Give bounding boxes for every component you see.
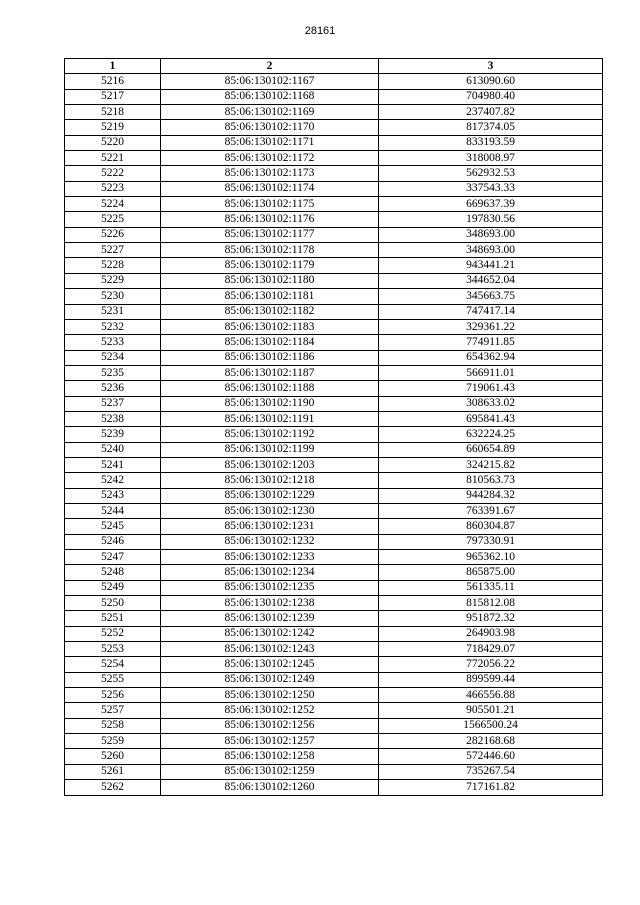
value-cell: 572446.60 xyxy=(379,749,603,764)
row-number-cell: 5262 xyxy=(65,780,161,795)
cadastral-number-cell: 85:06:130102:1259 xyxy=(161,764,379,779)
cadastral-number-cell: 85:06:130102:1218 xyxy=(161,473,379,488)
cadastral-number-cell: 85:06:130102:1176 xyxy=(161,212,379,227)
cadastral-number-cell: 85:06:130102:1203 xyxy=(161,457,379,472)
cadastral-number-cell: 85:06:130102:1168 xyxy=(161,89,379,104)
value-cell: 815812.08 xyxy=(379,596,603,611)
table-header xyxy=(65,59,603,74)
row-number-cell: 5248 xyxy=(65,565,161,580)
value-cell: 613090.60 xyxy=(379,74,603,89)
row-number-cell: 5237 xyxy=(65,396,161,411)
value-cell: 943441.21 xyxy=(379,258,603,273)
value-cell: 345663.75 xyxy=(379,289,603,304)
table-row xyxy=(65,488,603,503)
row-number-cell: 5255 xyxy=(65,672,161,687)
row-number-cell: 5223 xyxy=(65,181,161,196)
value-cell: 324215.82 xyxy=(379,457,603,472)
value-cell: 329361.22 xyxy=(379,319,603,334)
table-row xyxy=(65,335,603,350)
value-cell: 735267.54 xyxy=(379,764,603,779)
row-number-cell: 5251 xyxy=(65,611,161,626)
table-row xyxy=(65,243,603,258)
cadastral-number-cell: 85:06:130102:1242 xyxy=(161,626,379,641)
cadastral-number-cell: 85:06:130102:1232 xyxy=(161,534,379,549)
table-row xyxy=(65,74,603,89)
table-row xyxy=(65,289,603,304)
cadastral-number-cell: 85:06:130102:1184 xyxy=(161,335,379,350)
value-cell: 282168.68 xyxy=(379,734,603,749)
cadastral-number-cell: 85:06:130102:1230 xyxy=(161,503,379,518)
cadastral-number-cell: 85:06:130102:1177 xyxy=(161,227,379,242)
table-row xyxy=(65,534,603,549)
cadastral-number-cell: 85:06:130102:1186 xyxy=(161,350,379,365)
cadastral-number-cell: 85:06:130102:1250 xyxy=(161,688,379,703)
table-row xyxy=(65,151,603,166)
table-row xyxy=(65,703,603,718)
value-cell: 561335.11 xyxy=(379,580,603,595)
table-row xyxy=(65,442,603,457)
cadastral-number-cell: 85:06:130102:1170 xyxy=(161,120,379,135)
row-number-cell: 5232 xyxy=(65,319,161,334)
cadastral-number-cell: 85:06:130102:1231 xyxy=(161,519,379,534)
cadastral-number-cell: 85:06:130102:1258 xyxy=(161,749,379,764)
row-number-cell: 5252 xyxy=(65,626,161,641)
row-number-cell: 5216 xyxy=(65,74,161,89)
cadastral-number-cell: 85:06:130102:1243 xyxy=(161,642,379,657)
row-number-cell: 5238 xyxy=(65,411,161,426)
value-cell: 747417.14 xyxy=(379,304,603,319)
cadastral-number-cell: 85:06:130102:1172 xyxy=(161,151,379,166)
value-cell: 466556.88 xyxy=(379,688,603,703)
value-cell: 348693.00 xyxy=(379,243,603,258)
row-number-cell: 5247 xyxy=(65,550,161,565)
table-row xyxy=(65,227,603,242)
table-row xyxy=(65,381,603,396)
row-number-cell: 5236 xyxy=(65,381,161,396)
row-number-cell: 5225 xyxy=(65,212,161,227)
table-row xyxy=(65,734,603,749)
value-cell: 669637.39 xyxy=(379,197,603,212)
value-cell: 833193.59 xyxy=(379,135,603,150)
table-row xyxy=(65,135,603,150)
value-cell: 763391.67 xyxy=(379,503,603,518)
value-cell: 810563.73 xyxy=(379,473,603,488)
table-row xyxy=(65,89,603,104)
table-row xyxy=(65,319,603,334)
cadastral-number-cell: 85:06:130102:1178 xyxy=(161,243,379,258)
value-cell: 718429.07 xyxy=(379,642,603,657)
row-number-cell: 5220 xyxy=(65,135,161,150)
row-number-cell: 5221 xyxy=(65,151,161,166)
row-number-cell: 5243 xyxy=(65,488,161,503)
cadastral-number-cell: 85:06:130102:1235 xyxy=(161,580,379,595)
row-number-cell: 5253 xyxy=(65,642,161,657)
value-cell: 632224.25 xyxy=(379,427,603,442)
row-number-cell: 5256 xyxy=(65,688,161,703)
cadastral-number-cell: 85:06:130102:1234 xyxy=(161,565,379,580)
row-number-cell: 5239 xyxy=(65,427,161,442)
table-row xyxy=(65,457,603,472)
cadastral-number-cell: 85:06:130102:1190 xyxy=(161,396,379,411)
cadastral-number-cell: 85:06:130102:1252 xyxy=(161,703,379,718)
row-number-cell: 5235 xyxy=(65,365,161,380)
cadastral-number-cell: 85:06:130102:1257 xyxy=(161,734,379,749)
table-row xyxy=(65,626,603,641)
table-row xyxy=(65,580,603,595)
row-number-cell: 5224 xyxy=(65,197,161,212)
table-row xyxy=(65,258,603,273)
table-row xyxy=(65,657,603,672)
row-number-cell: 5230 xyxy=(65,289,161,304)
table-row xyxy=(65,596,603,611)
cadastral-number-cell: 85:06:130102:1245 xyxy=(161,657,379,672)
row-number-cell: 5234 xyxy=(65,350,161,365)
header-row xyxy=(65,59,603,74)
data-table xyxy=(64,58,603,796)
value-cell: 308633.02 xyxy=(379,396,603,411)
value-cell: 817374.05 xyxy=(379,120,603,135)
row-number-cell: 5245 xyxy=(65,519,161,534)
value-cell: 654362.94 xyxy=(379,350,603,365)
row-number-cell: 5246 xyxy=(65,534,161,549)
table-body xyxy=(65,74,603,795)
table-row xyxy=(65,396,603,411)
value-cell: 237407.82 xyxy=(379,105,603,120)
cadastral-number-cell: 85:06:130102:1175 xyxy=(161,197,379,212)
row-number-cell: 5257 xyxy=(65,703,161,718)
value-cell: 566911.01 xyxy=(379,365,603,380)
value-cell: 797330.91 xyxy=(379,534,603,549)
cadastral-number-cell: 85:06:130102:1167 xyxy=(161,74,379,89)
value-cell: 865875.00 xyxy=(379,565,603,580)
row-number-cell: 5226 xyxy=(65,227,161,242)
table-row xyxy=(65,304,603,319)
table-row xyxy=(65,197,603,212)
cadastral-number-cell: 85:06:130102:1238 xyxy=(161,596,379,611)
value-cell: 860304.87 xyxy=(379,519,603,534)
value-cell: 1566500.24 xyxy=(379,718,603,733)
row-number-cell: 5241 xyxy=(65,457,161,472)
row-number-cell: 5217 xyxy=(65,89,161,104)
row-number-cell: 5250 xyxy=(65,596,161,611)
row-number-cell: 5242 xyxy=(65,473,161,488)
table-row xyxy=(65,181,603,196)
cadastral-number-cell: 85:06:130102:1260 xyxy=(161,780,379,795)
cadastral-number-cell: 85:06:130102:1180 xyxy=(161,273,379,288)
table-row xyxy=(65,550,603,565)
cadastral-number-cell: 85:06:130102:1171 xyxy=(161,135,379,150)
value-cell: 965362.10 xyxy=(379,550,603,565)
value-cell: 704980.40 xyxy=(379,89,603,104)
cadastral-number-cell: 85:06:130102:1256 xyxy=(161,718,379,733)
table-row xyxy=(65,411,603,426)
row-number-cell: 5249 xyxy=(65,580,161,595)
value-cell: 695841.43 xyxy=(379,411,603,426)
cadastral-number-cell: 85:06:130102:1249 xyxy=(161,672,379,687)
cadastral-number-cell: 85:06:130102:1192 xyxy=(161,427,379,442)
table-row xyxy=(65,611,603,626)
value-cell: 264903.98 xyxy=(379,626,603,641)
value-cell: 197830.56 xyxy=(379,212,603,227)
column-header-1: 1 xyxy=(65,59,161,74)
cadastral-number-cell: 85:06:130102:1188 xyxy=(161,381,379,396)
column-header-2: 2 xyxy=(161,59,379,74)
value-cell: 660654.89 xyxy=(379,442,603,457)
row-number-cell: 5228 xyxy=(65,258,161,273)
value-cell: 348693.00 xyxy=(379,227,603,242)
table-row xyxy=(65,565,603,580)
value-cell: 719061.43 xyxy=(379,381,603,396)
table-row xyxy=(65,120,603,135)
cadastral-number-cell: 85:06:130102:1199 xyxy=(161,442,379,457)
table-row xyxy=(65,365,603,380)
value-cell: 717161.82 xyxy=(379,780,603,795)
column-header-3: 3 xyxy=(379,59,603,74)
value-cell: 337543.33 xyxy=(379,181,603,196)
value-cell: 899599.44 xyxy=(379,672,603,687)
cadastral-number-cell: 85:06:130102:1229 xyxy=(161,488,379,503)
cadastral-number-cell: 85:06:130102:1191 xyxy=(161,411,379,426)
row-number-cell: 5227 xyxy=(65,243,161,258)
row-number-cell: 5233 xyxy=(65,335,161,350)
table-row xyxy=(65,503,603,518)
table-row xyxy=(65,688,603,703)
row-number-cell: 5260 xyxy=(65,749,161,764)
row-number-cell: 5259 xyxy=(65,734,161,749)
table-row xyxy=(65,166,603,181)
row-number-cell: 5222 xyxy=(65,166,161,181)
table-row xyxy=(65,718,603,733)
table-row xyxy=(65,672,603,687)
table-row xyxy=(65,473,603,488)
cadastral-number-cell: 85:06:130102:1174 xyxy=(161,181,379,196)
value-cell: 944284.32 xyxy=(379,488,603,503)
table-row xyxy=(65,519,603,534)
page-number: 28161 xyxy=(304,25,336,37)
cadastral-number-cell: 85:06:130102:1169 xyxy=(161,105,379,120)
row-number-cell: 5231 xyxy=(65,304,161,319)
row-number-cell: 5258 xyxy=(65,718,161,733)
value-cell: 905501.21 xyxy=(379,703,603,718)
value-cell: 951872.32 xyxy=(379,611,603,626)
cadastral-number-cell: 85:06:130102:1239 xyxy=(161,611,379,626)
table-row xyxy=(65,764,603,779)
row-number-cell: 5219 xyxy=(65,120,161,135)
table-row xyxy=(65,105,603,120)
row-number-cell: 5261 xyxy=(65,764,161,779)
value-cell: 344652.04 xyxy=(379,273,603,288)
cadastral-number-cell: 85:06:130102:1173 xyxy=(161,166,379,181)
value-cell: 562932.53 xyxy=(379,166,603,181)
row-number-cell: 5240 xyxy=(65,442,161,457)
cadastral-number-cell: 85:06:130102:1187 xyxy=(161,365,379,380)
value-cell: 774911.85 xyxy=(379,335,603,350)
cadastral-number-cell: 85:06:130102:1182 xyxy=(161,304,379,319)
table-row xyxy=(65,749,603,764)
cadastral-number-cell: 85:06:130102:1183 xyxy=(161,319,379,334)
table-row xyxy=(65,427,603,442)
table-row xyxy=(65,350,603,365)
row-number-cell: 5244 xyxy=(65,503,161,518)
row-number-cell: 5254 xyxy=(65,657,161,672)
row-number-cell: 5229 xyxy=(65,273,161,288)
table-row xyxy=(65,780,603,795)
table-row xyxy=(65,642,603,657)
cadastral-number-cell: 85:06:130102:1179 xyxy=(161,258,379,273)
table-row xyxy=(65,273,603,288)
value-cell: 772056.22 xyxy=(379,657,603,672)
cadastral-number-cell: 85:06:130102:1181 xyxy=(161,289,379,304)
table-row xyxy=(65,212,603,227)
cadastral-number-cell: 85:06:130102:1233 xyxy=(161,550,379,565)
value-cell: 318008.97 xyxy=(379,151,603,166)
row-number-cell: 5218 xyxy=(65,105,161,120)
